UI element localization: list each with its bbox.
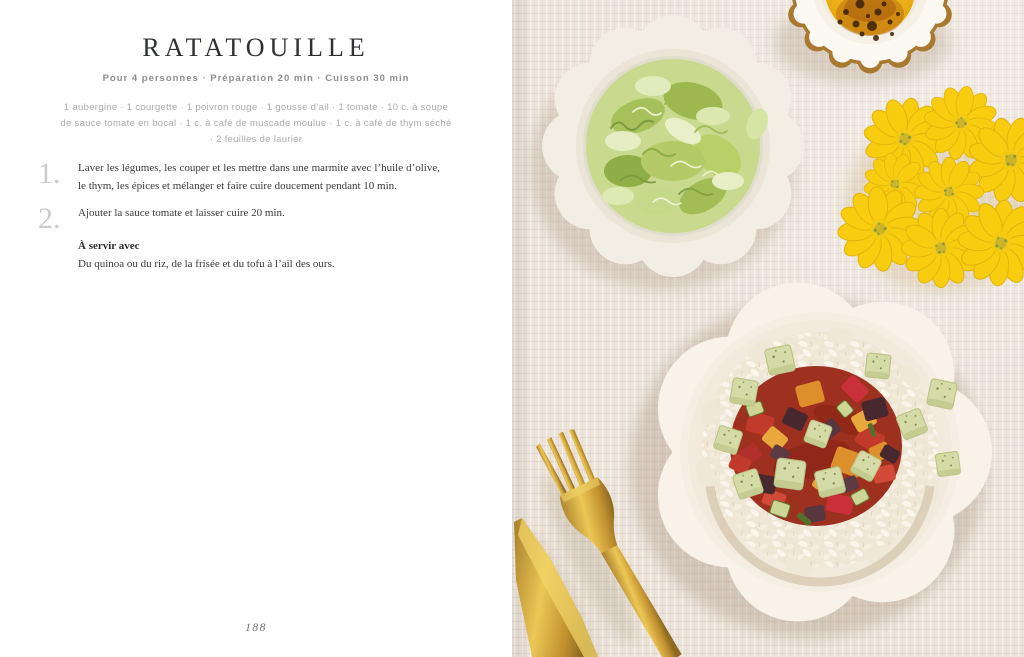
ingredients-list: 1 aubergine · 1 courgette · 1 poivron rouge · 1 gousse d’ail · 1 tomate · 10 c. à soupe de sauce tomate en bocal · 1 c. à café de muscade moulue · 1 c. à café de thym séché · 2 feuilles de laurier <box>60 102 452 145</box>
page-number: 188 <box>245 622 267 634</box>
serve-with <box>78 240 440 273</box>
recipe-title: RATATOUILLE <box>142 33 370 62</box>
food-photo <box>512 0 1024 657</box>
photo-page <box>512 0 1024 657</box>
step-2 <box>38 201 440 235</box>
serve-with-text: Du quinoa ou du riz, de la frisée et du tofu à l’ail des ours. <box>78 258 335 270</box>
serve-with-heading: À servir avec <box>78 240 140 252</box>
step-2-number: 2. <box>38 201 61 235</box>
step-2-text: Ajouter la sauce tomate et laisser cuire 20 min. <box>78 206 285 219</box>
step-1 <box>38 157 440 196</box>
steps <box>38 157 440 242</box>
step-1-text: Laver les légumes, les couper et les mettre dans une marmite avec l’huile d’olive, le thym, les épices et mélanger et faire cuire doucement pendant 10 min. <box>78 162 440 192</box>
step-1-number: 1. <box>38 157 61 190</box>
recipe-meta: Pour 4 personnes · Préparation 20 min · Cuisson 30 min <box>102 73 410 84</box>
